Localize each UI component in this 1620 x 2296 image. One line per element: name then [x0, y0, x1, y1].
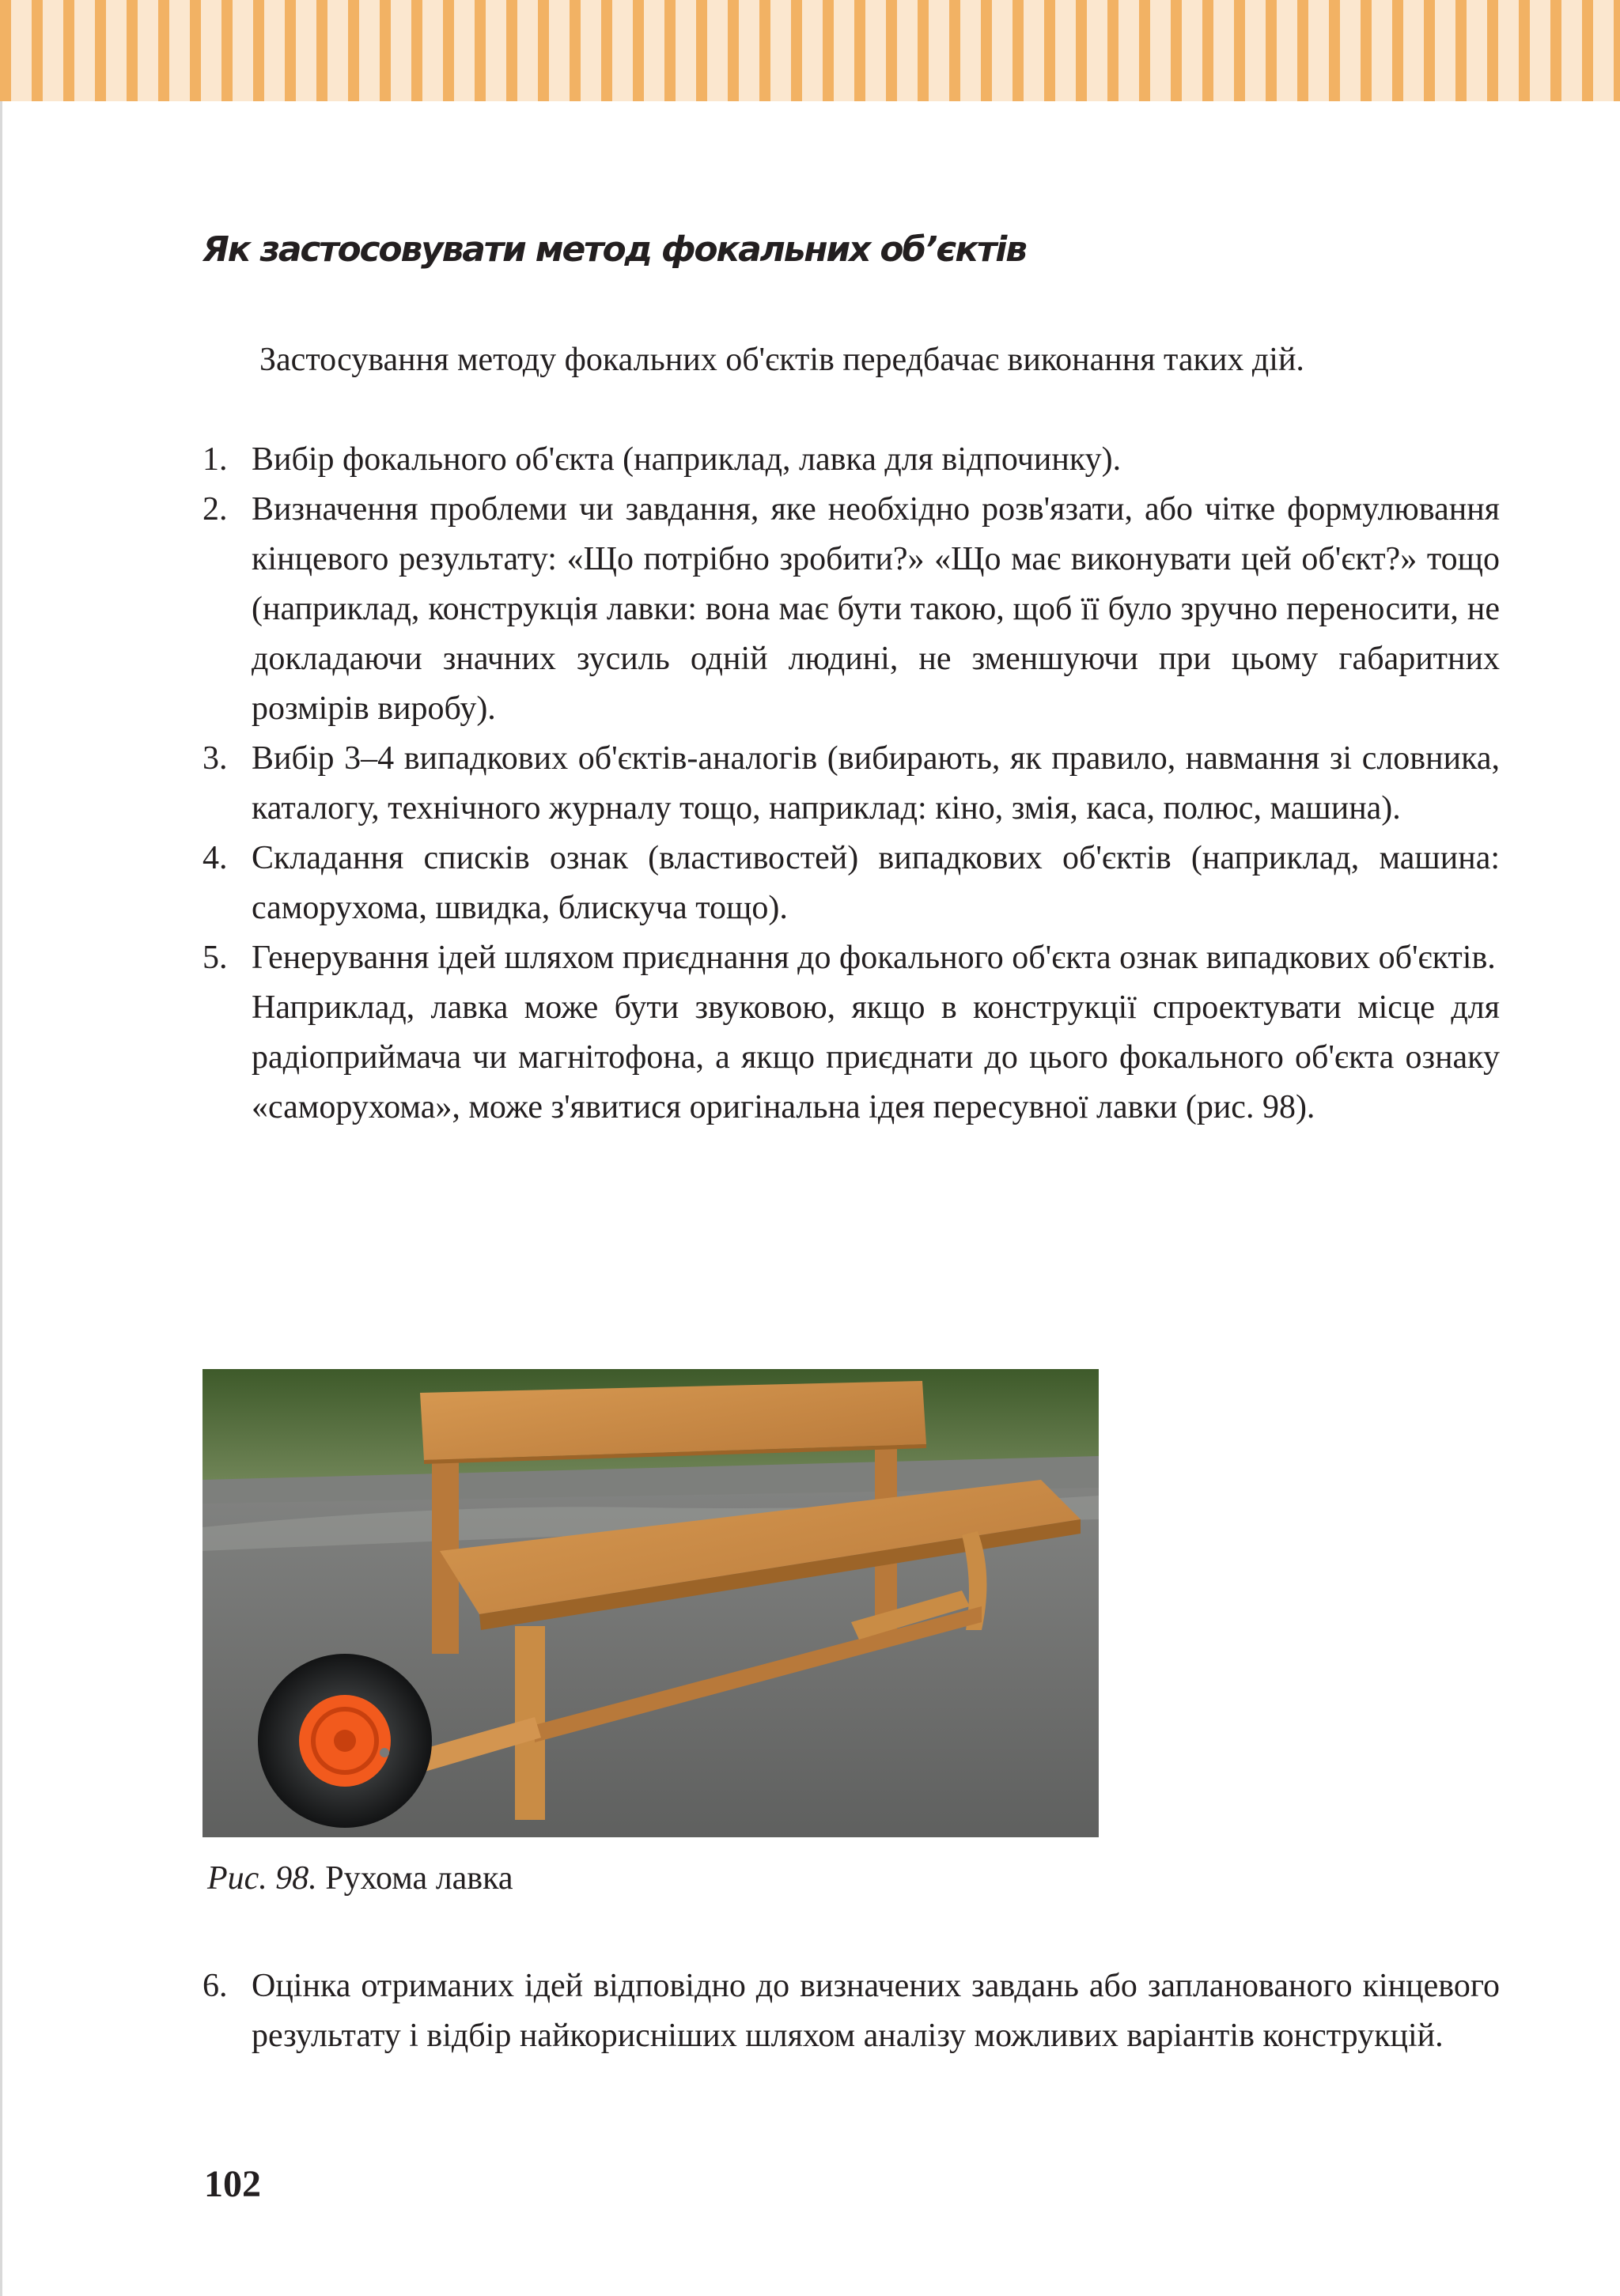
step-text: Оцінка отриманих ідей відповідно до визначених завдань або запланованого кінцевого результату і відбір найкорисніших шляхом аналізу можливих варіантів конструкцій.: [252, 1968, 1500, 2054]
figure-label: Рис. 98.: [207, 1860, 317, 1897]
list-item: [202, 933, 1500, 983]
list-item: [202, 1961, 1500, 2061]
decorative-header-stripes: [0, 0, 1620, 101]
step-text: Вибір 3–4 випадкових об'єктів-аналогів (вибирають, як правило, навмання зі словника, каталогу, технічного журналу тощо, наприклад: кіно, змія, каса, полюс, машина).: [252, 740, 1500, 826]
bench-photo: [202, 1369, 1099, 1837]
steps-list-continued: [202, 1961, 1500, 2061]
step-number: 6.: [202, 1968, 228, 2004]
page-number: 102: [204, 2163, 261, 2205]
step-text: Визначення проблеми чи завдання, яке необхідно розв'язати, або чітке формулювання кінцевого результату: «Що потрібно зробити?» «Що має виконувати цей об'єкт?» тощо (наприклад, конструкція лавки: вона має бути такою, щоб її було зручно переносити, не докладаючи значних зусиль одній людині, не зменшуючи при цьому габаритних розмірів виробу).: [252, 491, 1500, 727]
step-number: 5.: [202, 940, 228, 976]
step-number: 3.: [202, 740, 228, 777]
step-note-item: [202, 983, 1500, 1133]
list-item: [202, 734, 1500, 834]
figure-caption: [207, 1859, 513, 1898]
step-text: Вибір фокального об'єкта (наприклад, лавка для відпочинку).: [252, 441, 1122, 478]
list-item: [202, 834, 1500, 933]
section-heading: Як застосовувати метод фокальних об’єктів: [202, 229, 1026, 270]
step-number: 4.: [202, 840, 228, 876]
step-note: Наприклад, лавка може бути звуковою, якщо в конструкції спроектувати місце для радіоприймача чи магнітофона, а якщо приєднати до цього фокального об'єкта ознаку «саморухома», може з'явитися оригінальна ідея пересувної лавки (рис. 98).: [252, 989, 1500, 1125]
page-left-border: [0, 101, 2, 2296]
figure-caption-text: Рухома лавка: [325, 1860, 513, 1897]
intro-paragraph: Застосування методу фокальних об'єктів передбачає виконання таких дій.: [259, 342, 1304, 378]
list-item: [202, 435, 1500, 485]
steps-list: [202, 435, 1500, 1133]
step-text: Складання списків ознак (властивостей) випадкових об'єктів (наприклад, машина: саморухома, швидка, блискуча тощо).: [252, 840, 1500, 926]
step-number: 1.: [202, 441, 228, 478]
step-text: Генерування ідей шляхом приєднання до фокального об'єкта ознак випадкових об'єктів.: [252, 940, 1496, 976]
list-item: [202, 485, 1500, 734]
step-number: 2.: [202, 491, 228, 528]
